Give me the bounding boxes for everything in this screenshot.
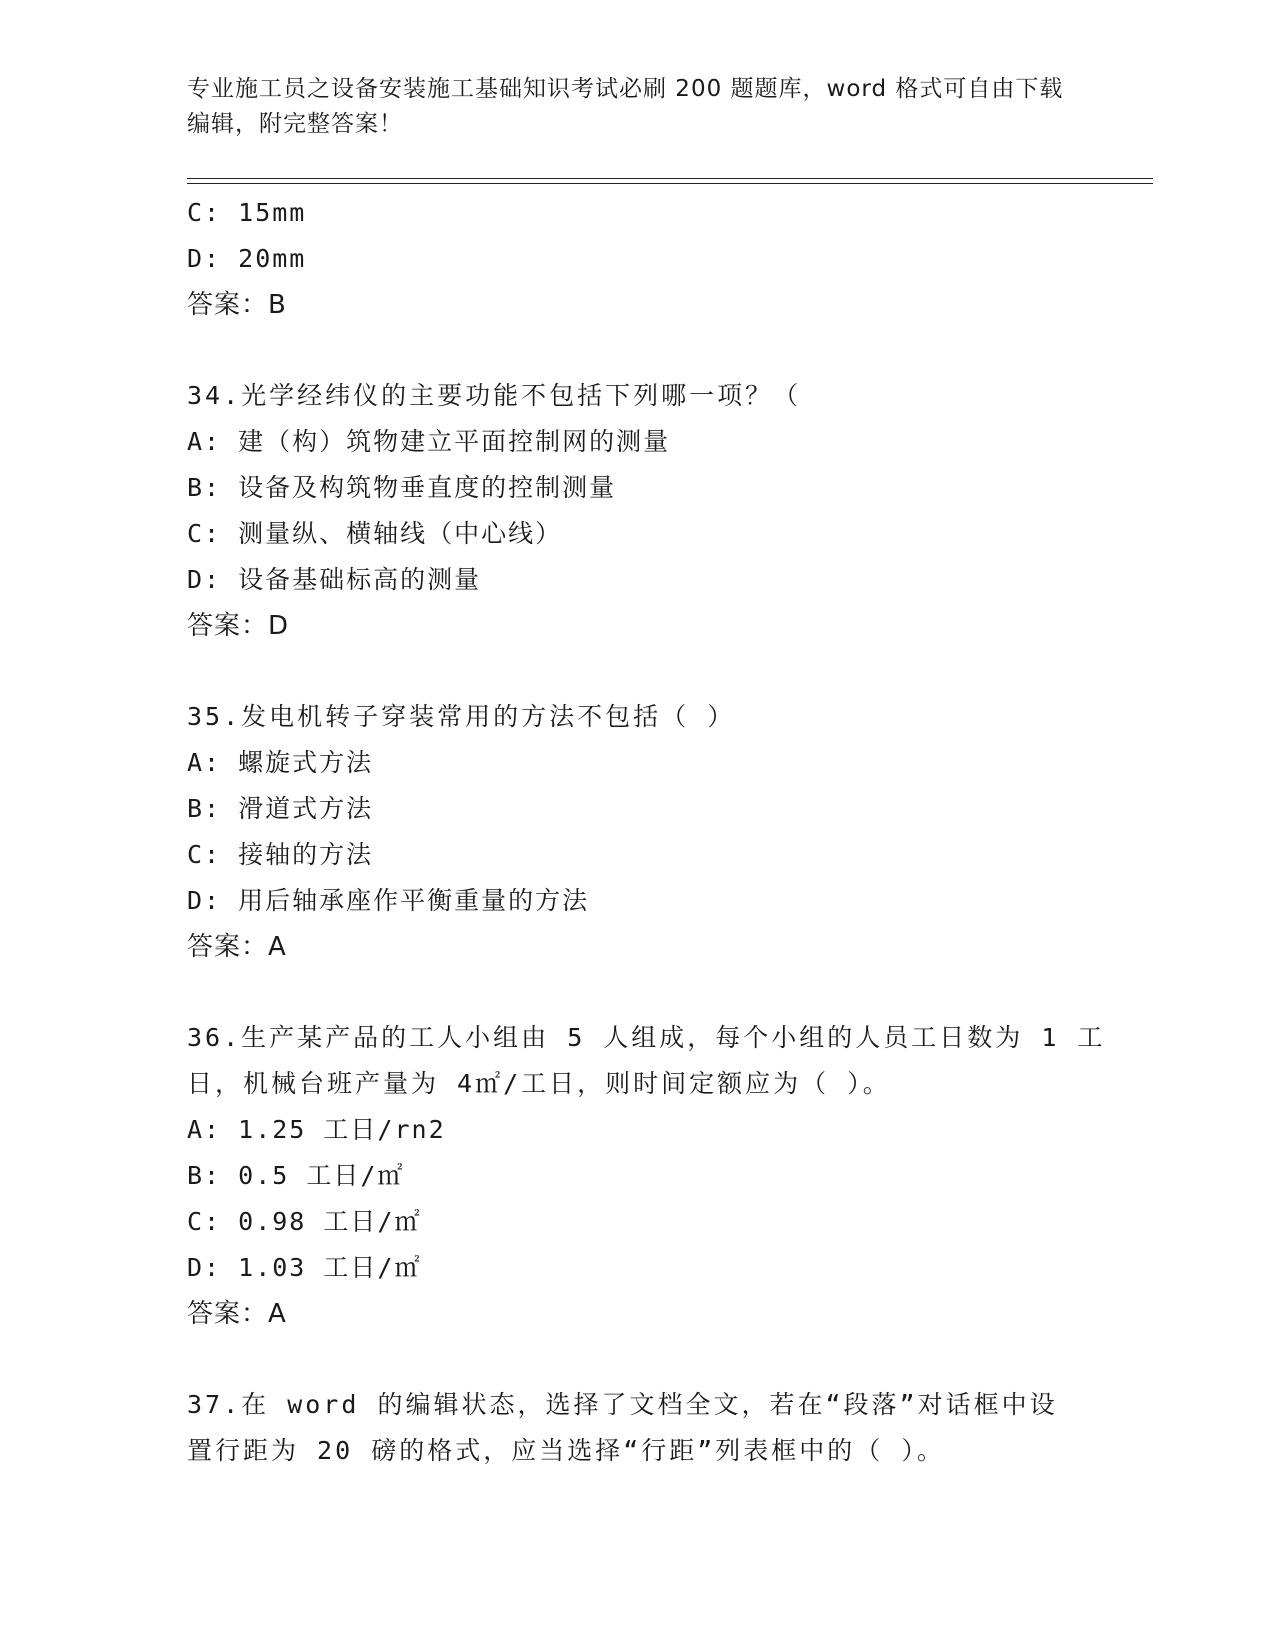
header-divider-top [187,178,1153,179]
question-stem-line-2: 置行距为 20 磅的格式，应当选择“行距”列表框中的（ ）。 [187,1436,945,1465]
answer-line: 答案：A [187,1299,287,1329]
option-d: D: 设备基础标高的测量 [187,565,482,594]
option-b: B: 0.5 工日/㎡ [187,1161,405,1190]
option-c: C: 接轴的方法 [187,840,374,869]
question-stem-line-1: 36.生产某产品的工人小组由 5 人组成，每个小组的人员工日数为 1 工 [187,1023,1106,1052]
option-a: A: 1.25 工日/rn2 [187,1115,446,1144]
header-divider-bottom [187,183,1153,184]
option-d: D: 20mm [187,244,307,273]
answer-line: 答案：A [187,932,287,962]
option-d: D: 1.03 工日/㎡ [187,1253,422,1282]
option-b: B: 滑道式方法 [187,794,374,823]
question-33-tail [187,190,1087,328]
document-header [187,72,1087,142]
option-a: A: 建（构）筑物建立平面控制网的测量 [187,427,671,456]
spacer [187,328,1087,373]
option-c: C: 15mm [187,198,307,227]
question-34 [187,373,1087,649]
spacer [187,649,1087,694]
question-37 [187,1382,1087,1474]
spacer [187,970,1087,1015]
question-36 [187,1015,1106,1337]
question-stem-line-2: 日，机械台班产量为 4㎡/工日，则时间定额应为（ ）。 [187,1069,891,1098]
spacer [187,1337,1087,1382]
question-stem: 34.光学经纬仪的主要功能不包括下列哪一项？（ [187,381,802,410]
question-35 [187,694,1087,970]
header-title-line-1: 专业施工员之设备安装施工基础知识考试必刷 200 题题库，word 格式可自由下载 [187,76,1064,102]
question-stem: 35.发电机转子穿装常用的方法不包括（ ） [187,702,736,731]
question-stem-line-1: 37.在 word 的编辑状态，选择了文档全文，若在“段落”对话框中设 [187,1390,1058,1419]
answer-line: 答案：D [187,611,290,641]
document-body [187,190,1106,1474]
option-b: B: 设备及构筑物垂直度的控制测量 [187,473,617,502]
header-title-line-2: 编辑，附完整答案！ [187,111,403,137]
option-a: A: 螺旋式方法 [187,748,374,777]
answer-line: 答案：B [187,290,287,320]
option-d: D: 用后轴承座作平衡重量的方法 [187,886,590,915]
option-c: C: 0.98 工日/㎡ [187,1207,422,1236]
option-c: C: 测量纵、横轴线（中心线） [187,519,563,548]
